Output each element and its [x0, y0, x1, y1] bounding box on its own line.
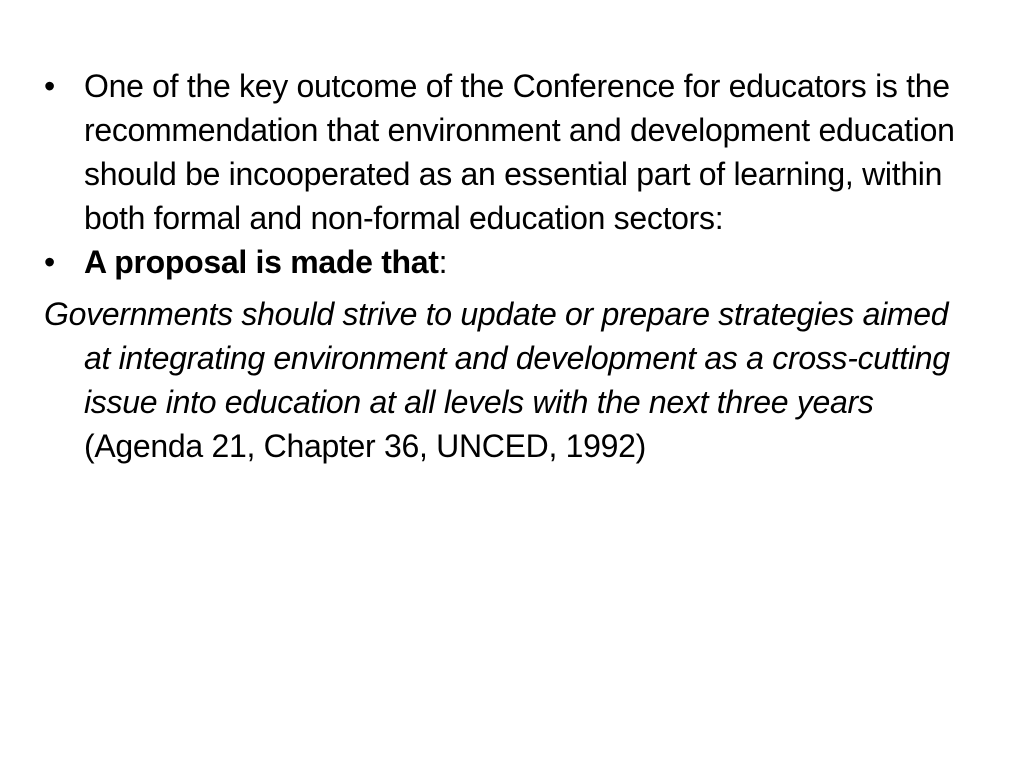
outcome-text: One of the key outcome of the Conference for educators is the recommendation that environment and development education should be incooperated as an essential part of learning, within both formal and non-formal education sectors: [84, 68, 955, 236]
bullet-icon: • [44, 244, 55, 280]
bullet-icon: • [44, 68, 55, 104]
agenda-quote [44, 292, 964, 468]
proposal-colon: : [438, 244, 448, 280]
proposal-heading [84, 240, 964, 284]
quote-citation: (Agenda 21, Chapter 36, UNCED, 1992) [84, 428, 646, 464]
proposal-bold-text: A proposal is made that [84, 244, 439, 280]
bullet-item-proposal [44, 240, 964, 284]
quote-italic-text: Governments should strive to update or prepare strategies aimed at integrating environment and development as a cross-cutting issue into education at all levels with the next three years [44, 296, 950, 420]
slide-content [44, 64, 964, 468]
bullet-item-outcome [44, 64, 964, 240]
